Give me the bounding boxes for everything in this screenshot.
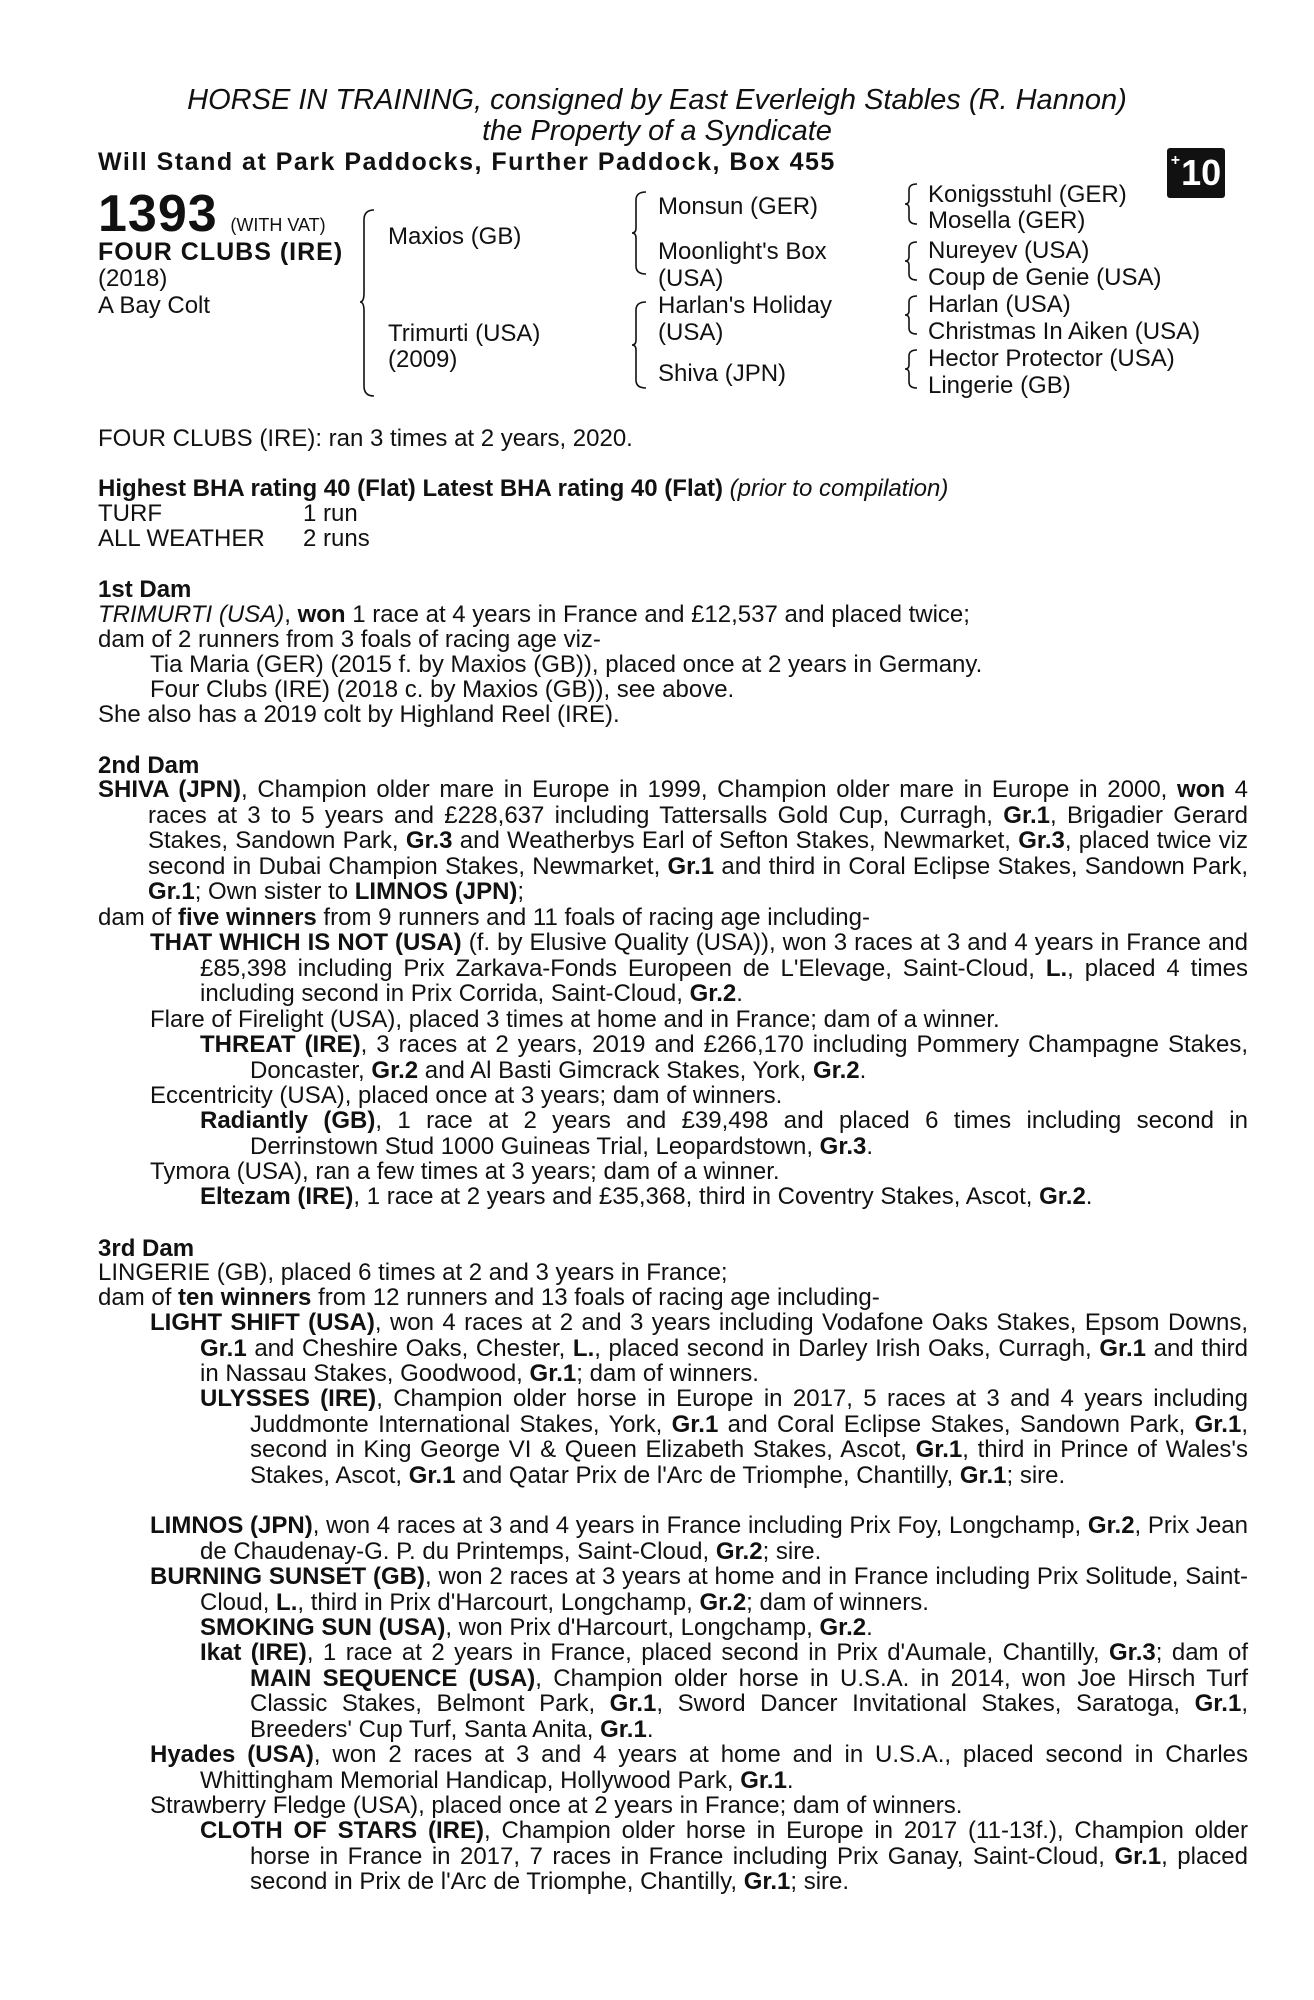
text-run: Eltezam (IRE) — [200, 1183, 354, 1210]
text-run: from 12 runners and 13 foals of racing age including- — [311, 1284, 880, 1311]
text-run: won — [1177, 776, 1226, 803]
second-dam-p6 — [150, 1083, 1198, 1109]
dam: Trimurti (USA) — [388, 320, 541, 347]
text-run: , 1 race at 2 years and £35,368, third in Coventry Stakes, Ascot, — [353, 1183, 1040, 1210]
text-run: Gr.2 — [1039, 1183, 1086, 1210]
text-run: , Prix Jean de Chaudenay-G. P. du Printemps, Saint-Cloud, — [200, 1512, 1248, 1565]
text-run: five winners — [178, 904, 317, 931]
second-dam-p7 — [200, 1108, 1248, 1159]
turf-value: 1 run — [303, 500, 358, 527]
text-run: ; sire. — [1006, 1461, 1066, 1489]
ssire-sire: Konigsstuhl (GER) — [928, 181, 1127, 208]
text-run: Gr.3 — [1109, 1639, 1156, 1666]
first-dam-line-3: Tia Maria (GER) (2015 f. by Maxios (GB)), placed once at 2 years in Germany. — [150, 651, 983, 678]
text-run: Gr.1 — [1194, 1690, 1242, 1717]
text-run: SHIVA (JPN) — [98, 776, 242, 803]
text-run: Gr.1 — [529, 1360, 577, 1387]
text-run: ULYSSES (IRE) — [200, 1385, 377, 1412]
text-run: Gr.2 — [371, 1056, 419, 1084]
text-run: , placed 4 times including second in Prix Corrida, Saint-Cloud, — [200, 954, 1248, 1007]
dam-sire-2: (USA) — [658, 319, 724, 346]
pedigree-bracket-1 — [360, 208, 376, 398]
text-run: 4 races at 3 to 5 years and £228,637 including Tattersalls Gold Cup, Curragh, — [148, 776, 1249, 829]
text-run: Radiantly (GB) — [200, 1107, 376, 1134]
text-run: Gr.3 — [1018, 827, 1065, 854]
first-dam-won: won — [297, 601, 346, 628]
text-run: ten winners — [178, 1284, 312, 1311]
first-dam-heading: 1st Dam — [98, 576, 192, 603]
third-dam-p7 — [200, 1615, 1198, 1641]
text-run: , won 4 races at 3 and 4 years in France including Prix Foy, Longchamp, — [312, 1512, 1088, 1539]
badge-prefix: + — [1170, 152, 1181, 169]
text-run: L. — [572, 1334, 595, 1362]
text-run: (f. by Elusive Quality (USA)), won 3 races at 3 and 4 years in France and £85,398 including Prix Zarkava-Fonds Europeen de L'Elevage, Saint-Cloud, — [200, 929, 1249, 982]
text-run: , third in Prince of Wales's Stakes, Ascot, — [250, 1436, 1248, 1489]
text-run: . — [859, 1056, 867, 1084]
text-run: Gr.1 — [1003, 801, 1050, 829]
text-run: Gr.1 — [743, 1868, 791, 1895]
text-run: Gr.2 — [812, 1056, 860, 1084]
foal-year: (2018) — [98, 265, 168, 292]
second-dam-p9 — [200, 1184, 1198, 1210]
text-run: CLOTH OF STARS (IRE) — [200, 1817, 484, 1844]
text-run: , Champion older horse in U.S.A. in 2014, won Joe Hirsch Turf Classic Stakes, Belmont Park, — [250, 1664, 1248, 1717]
third-dam-p4 — [200, 1386, 1248, 1488]
text-run: Gr.1 — [148, 878, 195, 905]
text-run: dam of — [98, 1284, 179, 1311]
second-dam-p4 — [150, 1007, 1198, 1033]
header-line-1: HORSE IN TRAINING, consigned by East Everleigh Stables (R. Hannon) — [187, 84, 1127, 116]
sire-sire: Monsun (GER) — [658, 193, 819, 220]
third-dam-p8 — [200, 1640, 1248, 1742]
third-dam-p9 — [150, 1742, 1248, 1793]
sdam-dam: Coup de Genie (USA) — [928, 264, 1162, 291]
text-run: and Qatar Prix de l'Arc de Triomphe, Chantilly, — [455, 1461, 960, 1489]
text-run: . — [786, 1766, 794, 1794]
text-run: Strawberry Fledge (USA), placed once at 2 years in France; dam of winners. — [150, 1792, 963, 1819]
ddam-sire: Hector Protector (USA) — [928, 345, 1175, 372]
text-run: ; Own sister to — [194, 878, 355, 905]
third-dam-p10 — [150, 1793, 1198, 1819]
pedigree-bracket-2 — [632, 190, 648, 276]
lot-number: 1393 — [98, 185, 218, 243]
text-run: , won Prix d'Harcourt, Longchamp, — [445, 1614, 820, 1641]
pedigree-bracket-5 — [905, 240, 919, 282]
first-dam-record: 1 race at 4 years in France and £12,537 and placed twice; — [345, 601, 970, 628]
text-run: and third in Coral Eclipse Stakes, Sandown Park, — [714, 852, 1248, 880]
text-run: Gr.1 — [667, 852, 715, 880]
text-run: , Brigadier Gerard Stakes, Sandown Park, — [148, 801, 1248, 854]
text-run: and Cheshire Oaks, Chester, — [246, 1334, 573, 1362]
horse-name: FOUR CLUBS (IRE) — [98, 238, 344, 266]
text-run: . — [736, 980, 743, 1007]
text-run: LIMNOS (JPN) — [150, 1512, 313, 1539]
text-run: , Champion older horse in Europe in 2017, 5 races at 3 and 4 years including Juddmonte International Stakes, York, — [250, 1385, 1248, 1438]
first-dam-line-1 — [98, 601, 970, 629]
first-dam-name: TRIMURTI (USA) — [98, 601, 285, 628]
text-run: THREAT (IRE) — [200, 1031, 361, 1058]
sire: Maxios (GB) — [388, 223, 522, 250]
text-run: , won 2 races at 3 and 4 years at home and in U.S.A., placed second in Charles Whittingham Memorial Handicap, Hollywood Park, — [200, 1741, 1248, 1794]
ddam-dam: Lingerie (GB) — [928, 372, 1071, 399]
turf-label: TURF — [98, 500, 162, 527]
text-run: , 1 race at 2 years in France, placed second in Prix d'Aumale, Chantilly, — [306, 1639, 1110, 1666]
text-run: Gr.3 — [405, 827, 453, 854]
second-dam-p3 — [150, 930, 1248, 1007]
text-run: Gr.1 — [740, 1766, 787, 1794]
text-run: LINGERIE (GB), placed 6 times at 2 and 3 years in France; — [98, 1259, 728, 1286]
text-run: Flare of Firelight (USA), placed 3 times at home and in France; dam of a winner. — [150, 1006, 1000, 1033]
third-dam-p5 — [150, 1513, 1248, 1564]
badge-value: 10 — [1181, 152, 1222, 193]
text-run: Gr.1 — [600, 1715, 647, 1743]
text-run: , won 4 races at 2 and 3 years including Vodafone Oaks Stakes, Epsom Downs, — [374, 1309, 1248, 1336]
stand-location: Will Stand at Park Paddocks, Further Paddock, Box 455 — [98, 148, 836, 176]
sire-dam-1: Moonlight's Box — [658, 238, 827, 265]
text-run: and Al Basti Gimcrack Stakes, York, — [418, 1056, 813, 1084]
text-run: BURNING SUNSET (GB) — [150, 1563, 426, 1590]
text-run: . — [1085, 1183, 1093, 1210]
pedigree-bracket-6 — [905, 294, 919, 336]
ssire-dam: Mosella (GER) — [928, 207, 1086, 234]
text-run: , placed second in Darley Irish Oaks, Curragh, — [594, 1334, 1100, 1362]
text-run: ; sire. — [762, 1537, 822, 1565]
text-run: Gr.1 — [1099, 1334, 1147, 1362]
third-dam-p1 — [98, 1260, 1198, 1286]
text-run: dam of — [98, 904, 179, 931]
rating-text: Highest BHA rating 40 (Flat) Latest BHA rating 40 (Flat) — [98, 475, 723, 502]
third-dam-heading: 3rd Dam — [98, 1235, 195, 1262]
second-dam-p1 — [98, 777, 1248, 905]
horse-description: A Bay Colt — [98, 292, 211, 319]
race-summary: FOUR CLUBS (IRE): ran 3 times at 2 years, 2020. — [98, 425, 633, 452]
text-run: , 3 races at 2 years, 2019 and £266,170 including Pommery Champagne Stakes, Doncaster, — [250, 1031, 1249, 1084]
text-run: , won 2 races at 3 years at home and in France including Prix Solitude, Saint-Cloud, — [200, 1563, 1248, 1616]
dam-year: (2009) — [388, 346, 458, 373]
second-dam-p5 — [200, 1032, 1248, 1083]
text-run: Gr.2 — [715, 1537, 763, 1565]
text-run: , placed twice viz second in Dubai Champion Stakes, Newmarket, — [148, 827, 1249, 880]
text-run: LIGHT SHIFT (USA) — [150, 1309, 375, 1336]
text-run: , third in Prix d'Harcourt, Longchamp, — [297, 1588, 700, 1616]
text-run: , Sword Dancer Invitational Stakes, Saratoga, — [656, 1690, 1195, 1717]
text-run: Ikat (IRE) — [200, 1639, 307, 1666]
text-run: Gr.2 — [1087, 1512, 1135, 1539]
text-run: , placed second in Prix de l'Arc de Triomphe, Chantilly, — [250, 1842, 1249, 1895]
ten-icon — [1167, 148, 1225, 198]
text-run: , Champion older horse in Europe in 2017 (11-13f.), Champion older horse in France in 2017, 7 races in France including Prix Ganay, Saint-Cloud, — [250, 1817, 1248, 1870]
text-run: SMOKING SUN (USA) — [200, 1614, 446, 1641]
lot-heading — [98, 184, 326, 244]
text-run: . — [646, 1715, 654, 1743]
text-run: . — [866, 1132, 874, 1160]
pedigree-bracket-4 — [905, 182, 919, 226]
text-run: . — [866, 1614, 873, 1641]
rating-line — [98, 475, 948, 503]
text-run: Gr.1 — [609, 1690, 657, 1717]
third-dam-p6 — [150, 1564, 1248, 1615]
text-run: ; dam of winners. — [576, 1360, 759, 1387]
sdam-sire: Nureyev (USA) — [928, 237, 1090, 264]
text-run: , Champion older mare in Europe in 1999, Champion older mare in Europe in 2000, — [241, 776, 1178, 803]
dsire-sire: Harlan (USA) — [928, 291, 1071, 318]
text-run: MAIN SEQUENCE (USA) — [250, 1664, 536, 1692]
text-run: Gr.1 — [200, 1334, 247, 1362]
text-run: Gr.2 — [819, 1614, 867, 1641]
sire-dam-2: (USA) — [658, 265, 724, 292]
dam-dam: Shiva (JPN) — [658, 360, 787, 387]
text-run: ; dam of winners. — [746, 1588, 929, 1616]
text-run: Gr.1 — [408, 1461, 456, 1489]
vat-label: (WITH VAT) — [230, 215, 326, 235]
text-run: LIMNOS (JPN) — [354, 878, 518, 905]
first-dam-line-2: dam of 2 runners from 3 foals of racing age viz- — [98, 626, 601, 653]
first-dam-line-4: Four Clubs (IRE) (2018 c. by Maxios (GB)), see above. — [150, 676, 735, 703]
pedigree-bracket-3 — [632, 300, 648, 390]
rating-note: (prior to compilation) — [729, 475, 949, 502]
second-dam-p2 — [98, 905, 1198, 931]
text-run: THAT WHICH IS NOT (USA) — [150, 929, 462, 956]
text-run: Eccentricity (USA), placed once at 3 years; dam of winners. — [150, 1082, 783, 1109]
text-run: and third in Nassau Stakes, Goodwood, — [200, 1334, 1248, 1387]
text-run: Gr.1 — [915, 1436, 963, 1463]
text-run: and Coral Eclipse Stakes, Sandown Park, — [718, 1410, 1195, 1438]
text-run: Gr.1 — [1194, 1410, 1242, 1438]
text-run: from 9 runners and 11 foals of racing age including- — [316, 904, 870, 931]
text-run: and Weatherbys Earl of Sefton Stakes, Newmarket, — [452, 827, 1019, 854]
text-run: Gr.3 — [819, 1132, 867, 1160]
second-dam-heading: 2nd Dam — [98, 752, 200, 779]
third-dam-p3 — [150, 1310, 1248, 1387]
text-run: Gr.1 — [671, 1410, 719, 1438]
third-dam-p11 — [200, 1818, 1248, 1895]
first-dam-sep: , — [284, 601, 298, 628]
text-run: Gr.1 — [959, 1461, 1007, 1489]
text-run: , 1 race at 2 years and £39,498 and placed 6 times including second in Derrinstown Stud 1000 Guineas Trial, Leopardstown, — [250, 1107, 1248, 1160]
text-run: Hyades (USA) — [150, 1741, 314, 1768]
pedigree-bracket-7 — [905, 348, 919, 390]
aw-value: 2 runs — [303, 525, 370, 552]
text-run: , second in King George VI & Queen Elizabeth Stakes, Ascot, — [250, 1410, 1248, 1463]
text-run: Gr.2 — [699, 1588, 747, 1616]
text-run: Tymora (USA), ran a few times at 3 years; dam of a winner. — [150, 1158, 780, 1185]
first-dam-line-5: She also has a 2019 colt by Highland Reel (IRE). — [98, 701, 620, 728]
text-run: , Breeders' Cup Turf, Santa Anita, — [250, 1690, 1248, 1743]
second-dam-p8 — [150, 1159, 1198, 1185]
text-run: L. — [276, 1588, 298, 1616]
text-run: L. — [1045, 954, 1068, 982]
dam-sire-1: Harlan's Holiday — [658, 292, 832, 319]
text-run: ; dam of — [1155, 1639, 1249, 1666]
dsire-dam: Christmas In Aiken (USA) — [928, 318, 1201, 345]
third-dam-p2 — [98, 1285, 1198, 1311]
header-line-2: the Property of a Syndicate — [482, 115, 832, 147]
aw-label: ALL WEATHER — [98, 525, 265, 552]
text-run: Gr.1 — [1114, 1842, 1162, 1870]
text-run: ; — [517, 878, 525, 905]
text-run: Gr.2 — [689, 980, 737, 1007]
text-run: ; sire. — [790, 1868, 850, 1895]
